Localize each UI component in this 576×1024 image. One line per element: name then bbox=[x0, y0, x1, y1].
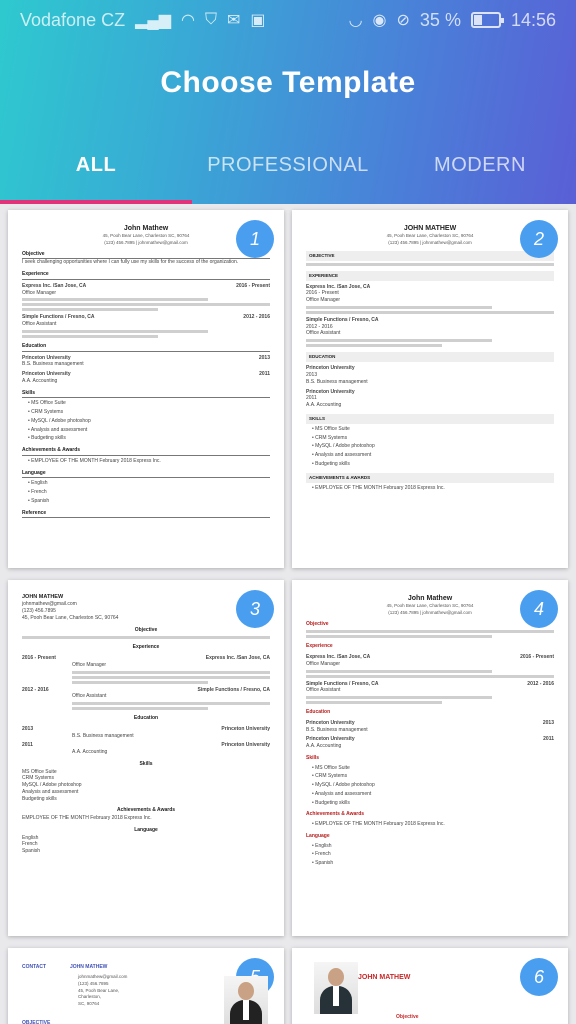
app-header bbox=[0, 0, 576, 204]
resume-edu-row bbox=[306, 365, 554, 372]
template-card-3[interactable] bbox=[8, 580, 284, 936]
resume-section-heading: Achievements & Awards bbox=[22, 447, 270, 456]
resume-address-line: 45, Pooh Bear Lane, bbox=[78, 987, 120, 993]
language-item: French bbox=[22, 841, 38, 848]
resume-job-row bbox=[306, 317, 554, 324]
resume-job-row bbox=[22, 655, 270, 662]
degree: B.S. Business management bbox=[72, 732, 134, 739]
skill-item: MySQL / Adobe photoshop bbox=[22, 782, 82, 789]
resume-name: JOHN MATHEW bbox=[22, 594, 64, 600]
resume-edu-row bbox=[22, 355, 270, 362]
skill-item: • Analysis and assessment bbox=[312, 452, 554, 459]
shield-icon: ⛉ bbox=[205, 11, 218, 28]
resume-phone: (123) 456.7895 bbox=[22, 608, 56, 615]
job-role: Office Manager bbox=[72, 661, 107, 668]
template-number-badge: 1 bbox=[236, 220, 274, 258]
job-dates: 2012 - 2016 bbox=[22, 686, 49, 693]
language-item: • French bbox=[28, 489, 270, 496]
award-item: EMPLOYEE OF THE MONTH February 2018 Express Inc. bbox=[22, 815, 152, 822]
template-grid bbox=[0, 204, 576, 1024]
language-item: • French bbox=[312, 851, 554, 858]
skill-item: MS Office Suite bbox=[22, 768, 57, 775]
image-icon: ▣ bbox=[250, 12, 266, 29]
resume-job-row bbox=[306, 654, 554, 661]
job-title: Express Inc. /San Jose, CA bbox=[306, 654, 371, 661]
text-placeholder-line bbox=[22, 308, 158, 311]
resume-section-heading: OBJECTIVE bbox=[306, 251, 554, 261]
skill-item: • MySQL / Adobe photoshop bbox=[28, 418, 270, 425]
objective-label: Objective bbox=[396, 1014, 419, 1020]
job-dates: 2016 - Present bbox=[236, 282, 270, 289]
text-placeholder-line bbox=[22, 636, 270, 639]
resume-edu-row bbox=[306, 389, 554, 396]
mail-icon: ✉ bbox=[227, 12, 241, 29]
template-card-6[interactable] bbox=[292, 948, 568, 1024]
resume-section-heading: Objective bbox=[22, 251, 270, 260]
text-placeholder-line bbox=[306, 344, 442, 347]
job-title: Simple Functions / Fresno, CA bbox=[22, 314, 95, 321]
resume-job-row bbox=[22, 314, 270, 321]
job-role: Office Assistant bbox=[72, 693, 107, 700]
contact-block bbox=[78, 974, 127, 1008]
resume-address-line: SC, 90764 bbox=[78, 1001, 100, 1006]
job-dates: 2012 - 2016 bbox=[527, 680, 554, 687]
job-dates: 2012 - 2016 bbox=[243, 314, 270, 321]
text-placeholder-line bbox=[72, 702, 270, 705]
text-placeholder-line bbox=[22, 335, 158, 338]
skill-item: • Analysis and assessment bbox=[312, 791, 554, 798]
text-placeholder-line bbox=[306, 696, 492, 699]
text-placeholder-line bbox=[306, 630, 554, 633]
resume-address: 45, Pooh Bear Lane, Charleston SC, 90764 bbox=[102, 233, 190, 239]
text-placeholder-line bbox=[22, 330, 208, 333]
job-role: Office Manager bbox=[306, 660, 341, 667]
resume-section-heading: ACHIEVEMENTS & AWARDS bbox=[306, 473, 554, 483]
edu-year: 2013 bbox=[542, 719, 554, 726]
skill-item: • MySQL / Adobe photoshop bbox=[312, 782, 554, 789]
resume-address: 45, Pooh Bear Lane, Charleston SC, 90764 bbox=[386, 603, 474, 609]
battery-level bbox=[474, 15, 482, 25]
resume-section-heading: Language bbox=[22, 470, 270, 479]
resume-name: JOHN MATHEW bbox=[358, 974, 411, 981]
resume-section-heading: EXPERIENCE bbox=[306, 271, 554, 281]
text-placeholder-line bbox=[22, 298, 208, 301]
job-title: Simple Functions / Fresno, CA bbox=[306, 316, 379, 323]
resume-section-heading: Objective bbox=[134, 626, 158, 633]
school: Princeton University bbox=[306, 365, 355, 372]
headset-icon: ◡ bbox=[348, 12, 363, 29]
skill-item: • Analysis and assessment bbox=[28, 427, 270, 434]
battery-percent: 35 % bbox=[419, 9, 461, 30]
skill-item: • MS Office Suite bbox=[312, 426, 554, 433]
resume-edu-row bbox=[22, 371, 270, 378]
edu-year: 2011 bbox=[306, 395, 317, 402]
edu-year: 2011 bbox=[543, 736, 554, 743]
resume-address: 45, Pooh Bear Lane, Charleston SC, 90764 bbox=[22, 614, 119, 621]
skill-item: • MySQL / Adobe photoshop bbox=[312, 443, 554, 450]
template-tabs bbox=[0, 146, 576, 204]
resume-address: 45, Pooh Bear Lane, Charleston SC, 90764 bbox=[386, 233, 474, 239]
job-title: Simple Functions / Fresno, CA bbox=[197, 686, 270, 693]
school: Princeton University bbox=[306, 736, 355, 743]
skill-item: Analysis and assessment bbox=[22, 788, 79, 795]
skill-item: • CRM Systems bbox=[28, 409, 270, 416]
job-title: Express Inc. /San Jose, CA bbox=[22, 282, 87, 289]
degree: A.A. Accounting bbox=[72, 749, 108, 756]
resume-address-line: Charleston, bbox=[78, 994, 102, 1000]
text-placeholder-line bbox=[306, 701, 442, 704]
degree: B.S. Business management bbox=[306, 378, 368, 385]
job-role: Office Assistant bbox=[306, 330, 341, 337]
skill-item: • MS Office Suite bbox=[28, 400, 270, 407]
edu-year: 2013 bbox=[258, 354, 270, 361]
school: Princeton University bbox=[221, 725, 270, 732]
carrier-name: Vodafone CZ bbox=[20, 9, 126, 30]
resume-section-heading: Objective bbox=[306, 620, 329, 627]
resume-objective: I seek challenging opportunities where I can fully use my skills for the success of the organization. bbox=[22, 259, 239, 266]
skill-item: • Budgeting skills bbox=[312, 800, 554, 807]
award-item: • EMPLOYEE OF THE MONTH February 2018 Express Inc. bbox=[312, 485, 554, 492]
text-placeholder-line bbox=[306, 675, 554, 678]
resume-edu-row bbox=[22, 726, 270, 733]
job-role: Office Manager bbox=[22, 289, 57, 296]
job-dates: 2016 - Present bbox=[22, 655, 56, 662]
resume-name: John Mathew bbox=[407, 595, 453, 602]
resume-preview bbox=[8, 210, 284, 518]
resume-section-heading: SKILLS bbox=[306, 414, 554, 424]
template-number-badge: 6 bbox=[520, 958, 558, 996]
text-placeholder-line bbox=[72, 707, 208, 710]
school: Princeton University bbox=[22, 354, 71, 361]
skill-item: • Budgeting skills bbox=[28, 435, 270, 442]
page-title: Choose Template bbox=[160, 66, 416, 99]
job-dates: 2016 - Present bbox=[520, 654, 554, 661]
skill-item: • MS Office Suite bbox=[312, 765, 554, 772]
job-dates: 2012 - 2016 bbox=[306, 323, 333, 330]
award-item: • EMPLOYEE OF THE MONTH February 2018 Express Inc. bbox=[28, 458, 270, 465]
resume-job-row bbox=[306, 681, 554, 688]
status-bar bbox=[0, 0, 576, 40]
job-title: Express Inc. /San Jose, CA bbox=[306, 283, 371, 290]
resume-email: johnmathew@gmail.com bbox=[22, 601, 77, 608]
skill-item: Budgeting skills bbox=[22, 795, 57, 802]
degree: B.S. Business management bbox=[306, 726, 368, 733]
resume-section-heading: Skills bbox=[22, 390, 270, 399]
template-card-2[interactable] bbox=[292, 210, 568, 568]
resume-section-heading: Skills bbox=[306, 754, 320, 761]
resume-section-heading: Experience bbox=[22, 271, 270, 280]
battery-icon bbox=[471, 12, 501, 28]
objective-label: OBJECTIVE bbox=[22, 1020, 51, 1024]
resume-section-heading: Education bbox=[133, 715, 159, 722]
text-placeholder-line bbox=[306, 670, 492, 673]
template-number-badge: 2 bbox=[520, 220, 558, 258]
template-card-1[interactable] bbox=[8, 210, 284, 568]
resume-job-row bbox=[306, 284, 554, 291]
degree: A.A. Accounting bbox=[306, 402, 342, 408]
skill-item: • CRM Systems bbox=[312, 773, 554, 780]
resume-email: johnmathew@gmail.com bbox=[78, 974, 128, 979]
resume-job-row bbox=[22, 687, 270, 694]
resume-contact: (123) 456.7895 | johnmathew@gmail.com bbox=[388, 609, 472, 615]
degree: B.S. Business management bbox=[22, 361, 84, 368]
award-item: • EMPLOYEE OF THE MONTH February 2018 Express Inc. bbox=[312, 821, 554, 828]
text-placeholder-line bbox=[72, 671, 270, 674]
signal-icon: ▂▄▆ bbox=[135, 12, 172, 29]
resume-section-heading: EDUCATION bbox=[306, 352, 554, 362]
degree: A.A. Accounting bbox=[306, 743, 342, 750]
resume-section-heading: Language bbox=[134, 826, 158, 833]
template-number-badge: 4 bbox=[520, 590, 558, 628]
text-placeholder-line bbox=[306, 311, 554, 314]
language-item: • Spanish bbox=[312, 860, 554, 867]
contact-label: CONTACT bbox=[22, 964, 47, 970]
resume-section-heading: Experience bbox=[132, 644, 160, 651]
job-title: Express Inc. /San Jose, CA bbox=[205, 655, 270, 662]
resume-job-row bbox=[22, 283, 270, 290]
wifi-icon: ◠ bbox=[181, 12, 195, 29]
edu-year: 2011 bbox=[259, 371, 270, 378]
resume-section-heading: Experience bbox=[306, 643, 333, 650]
resume-name: John Mathew bbox=[123, 225, 169, 232]
job-role: Office Assistant bbox=[306, 687, 341, 694]
text-placeholder-line bbox=[306, 339, 492, 342]
profile-photo bbox=[224, 976, 268, 1024]
language-item: English bbox=[22, 834, 39, 841]
template-card-4[interactable] bbox=[292, 580, 568, 936]
school: Princeton University bbox=[22, 371, 71, 378]
edu-year: 2013 bbox=[306, 372, 318, 378]
skill-item: • CRM Systems bbox=[312, 435, 554, 442]
resume-section-heading: Language bbox=[306, 832, 330, 839]
edu-year: 2011 bbox=[22, 742, 33, 749]
template-number-badge: 3 bbox=[236, 590, 274, 628]
edu-year: 2013 bbox=[22, 725, 34, 732]
resume-section-heading: Achievements & Awards bbox=[116, 807, 176, 814]
mute-icon: ⊘ bbox=[396, 12, 410, 29]
text-placeholder-line bbox=[306, 263, 554, 266]
resume-edu-row bbox=[22, 742, 270, 749]
school: Princeton University bbox=[306, 388, 355, 395]
text-placeholder-line bbox=[306, 306, 492, 309]
text-placeholder-line bbox=[22, 303, 270, 306]
school: Princeton University bbox=[306, 719, 355, 726]
resume-name: JOHN MATHEW bbox=[70, 964, 108, 970]
tab-professional[interactable]: PROFESSIONAL bbox=[207, 154, 369, 176]
language-item: • English bbox=[312, 843, 554, 850]
degree: A.A. Accounting bbox=[22, 377, 58, 384]
resume-contact: (123) 456.7895 | johnmathew@gmail.com bbox=[104, 239, 188, 245]
text-placeholder-line bbox=[72, 681, 208, 684]
text-placeholder-line bbox=[306, 635, 492, 638]
resume-edu-row bbox=[306, 720, 554, 727]
resume-section-heading: Achievements & Awards bbox=[306, 811, 365, 818]
language-item: Spanish bbox=[22, 848, 41, 855]
job-role: Office Assistant bbox=[22, 321, 57, 328]
resume-section-heading: Education bbox=[306, 709, 331, 716]
tab-all[interactable]: ALL bbox=[0, 146, 192, 204]
language-item: • Spanish bbox=[28, 498, 270, 505]
language-item: • English bbox=[28, 480, 270, 487]
resume-section-heading: Skills bbox=[139, 760, 153, 767]
clock: 14:56 bbox=[510, 9, 556, 30]
resume-section-heading: Reference bbox=[22, 510, 270, 519]
profile-photo bbox=[314, 962, 358, 1014]
resume-phone: (123) 456.7895 bbox=[78, 980, 109, 986]
job-dates: 2016 - Present bbox=[306, 290, 339, 297]
skill-item: • Budgeting skills bbox=[312, 461, 554, 468]
text-placeholder-line bbox=[72, 676, 270, 679]
school: Princeton University bbox=[221, 742, 270, 749]
resume-name: JOHN MATHEW bbox=[403, 225, 457, 232]
template-card-5[interactable] bbox=[8, 948, 284, 1024]
job-role: Office Manager bbox=[306, 297, 341, 304]
eye-icon: ◉ bbox=[372, 12, 387, 29]
tab-modern[interactable]: MODERN bbox=[434, 154, 526, 176]
resume-section-heading: Education bbox=[22, 343, 270, 352]
job-title: Simple Functions / Fresno, CA bbox=[306, 680, 379, 687]
resume-edu-row bbox=[306, 736, 554, 743]
resume-contact: (123) 456.7895 | johnmathew@gmail.com bbox=[388, 239, 472, 245]
skill-item: CRM Systems bbox=[22, 775, 54, 782]
